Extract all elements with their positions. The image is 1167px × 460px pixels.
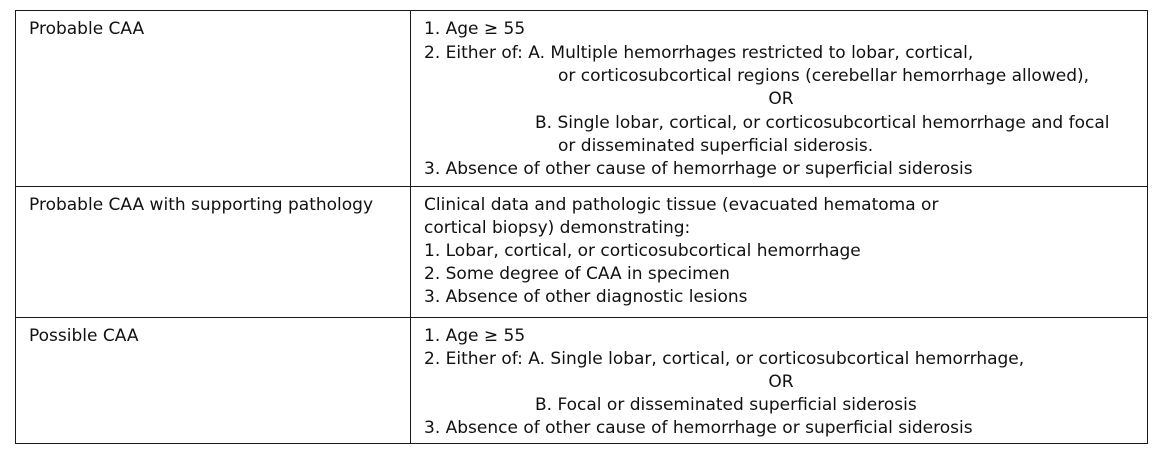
criteria-line: 2. Either of: A. Single lobar, cortical, or corticosubcortical hemorrhage,	[424, 349, 1025, 369]
criteria-line: 3. Absence of other cause of hemorrhage or superficial siderosis	[424, 159, 973, 179]
criteria-line: 3. Absence of other cause of hemorrhage or superficial siderosis	[424, 418, 973, 438]
criteria-line: 2. Some degree of CAA in specimen	[424, 264, 730, 284]
criteria-line: 2. Either of: A. Multiple hemorrhages restricted to lobar, cortical,	[424, 43, 974, 63]
criteria-line: Clinical data and pathologic tissue (evacuated hematoma or	[424, 195, 939, 215]
row-label: Probable CAA with supporting pathology	[16, 187, 411, 317]
criteria-line: 3. Absence of other diagnostic lesions	[424, 287, 748, 307]
row-criteria	[411, 11, 1147, 186]
row-label: Possible CAA	[16, 318, 411, 443]
criteria-or: OR	[768, 89, 794, 109]
criteria-line: B. Single lobar, cortical, or corticosubcortical hemorrhage and focal	[535, 113, 1110, 133]
criteria-line: 1. Age ≥ 55	[424, 326, 526, 346]
table-row-possible-caa	[16, 317, 1147, 443]
row-criteria	[411, 318, 1147, 443]
criteria-line: or corticosubcortical regions (cerebellar hemorrhage allowed),	[558, 66, 1090, 86]
row-criteria	[411, 187, 1147, 317]
table-row-probable-caa	[16, 11, 1147, 186]
criteria-table	[15, 10, 1148, 444]
table-row-probable-caa-pathology	[16, 186, 1147, 317]
criteria-line: B. Focal or disseminated superficial siderosis	[535, 395, 917, 415]
criteria-or: OR	[768, 372, 794, 392]
criteria-line: 1. Age ≥ 55	[424, 19, 526, 39]
criteria-line: 1. Lobar, cortical, or corticosubcortical hemorrhage	[424, 241, 861, 261]
criteria-line: cortical biopsy) demonstrating:	[424, 218, 691, 238]
criteria-line: or disseminated superficial siderosis.	[558, 136, 874, 156]
row-label: Probable CAA	[16, 11, 411, 186]
